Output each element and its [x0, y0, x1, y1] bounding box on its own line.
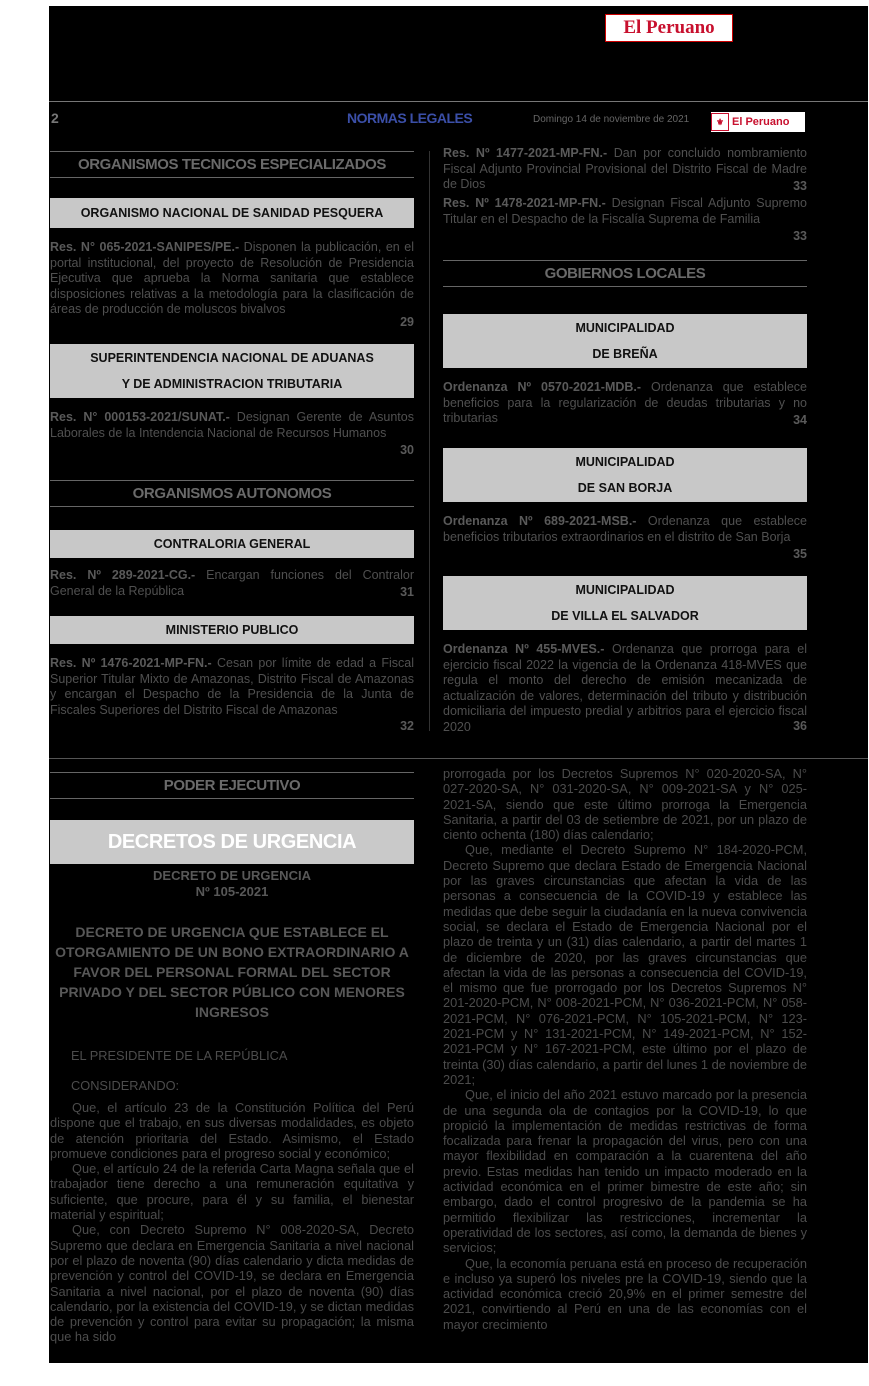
entity-name-line2: DE BREÑA [592, 347, 658, 361]
entity-name: CONTRALORIA GENERAL [153, 537, 311, 551]
entry-text: Ordenanza que prorroga para el ejercicio fiscal 2022 la vigencia de la Ordenanza 418-MVES que regula el monto del derecho de emisión mecanizada de actualización de valores, determinación del tributo y distribución domiciliaria del impuesto predial y arbitrios para el ejercicio fiscal 2020 [443, 642, 808, 734]
section-heading: NORMAS LEGALES [347, 110, 473, 126]
entity-box-ministerio-publico [50, 616, 414, 644]
index-entry[interactable] [443, 146, 807, 194]
paragraph: Que, el artículo 24 de la referida Carta Magna señala que el trabajador tiene derecho a una remuneración equitativa y suficiente, que procure, para él y su familia, el bienestar material y espiritual; [50, 1161, 414, 1223]
section-title-organismos-tecnicos: ORGANISMOS TECNICOS ESPECIALIZADOS [50, 151, 414, 178]
considerando-label: CONSIDERANDO: [71, 1078, 180, 1093]
page-number: 2 [51, 110, 59, 126]
entry-code: Ordenanza Nº 0570-2021-MDB.- [443, 380, 642, 394]
entry-text: Designan Fiscal Adjunto Supremo Titular en el Despacho de la Fiscalía Suprema de Familia [443, 196, 808, 226]
president-line: EL PRESIDENTE DE LA REPÚBLICA [71, 1048, 288, 1063]
entry-code: Res. Nº 1478-2021-MP-FN.- [443, 196, 606, 210]
entity-box-sanipes [50, 198, 414, 228]
entry-page: 33 [793, 228, 807, 243]
entry-code: Res. Nº 1477-2021-MP-FN.- [443, 146, 608, 160]
entity-name-line1: MUNICIPALIDAD [575, 455, 675, 469]
decree-number-line1: DECRETO DE URGENCIA [153, 868, 311, 883]
index-entry[interactable] [443, 514, 807, 562]
entity-name-line1: MUNICIPALIDAD [575, 321, 675, 335]
header-rule [49, 101, 868, 102]
entry-page: 34 [793, 412, 807, 427]
paragraph: prorrogada por los Decretos Supremos N° 020-2020-SA, N° 027-2020-SA, N° 031-2020-SA, N° 009-2021-SA y N° 025-2021-SA, siendo que este último prorroga la Emergencia Sanitaria, a partir del 03 de setiembre de 2021, por un plazo de ciento ochenta (180) días calendario; [443, 766, 807, 843]
entry-text: Ordenanza que establece beneficios tributarios extraordinarios en el distrito de San Borja [443, 514, 807, 544]
paragraph: Que, con Decreto Supremo N° 008-2020-SA, Decreto Supremo que declara en Emergencia Sanitaria a nivel nacional por el plazo de noventa (90) días calendario y dicta medidas de prevención y control del COVID-19, se declara en Emergencia Sanitaria a nivel nacional, por el plazo de noventa (90) días calendario, por la existencia del COVID-19, y se dictan medidas de prevención y control para evitar su propagación; la misma que ha sido [50, 1222, 414, 1345]
issue-date: Domingo 14 de noviembre de 2021 [533, 114, 690, 125]
header-brand-label: El Peruano [732, 116, 790, 128]
entity-box-brena [443, 314, 807, 368]
entry-text: Designan Gerente de Asuntos Laborales de la Intendencia Nacional de Recursos Humanos [50, 410, 414, 440]
entry-page: 35 [793, 546, 807, 561]
el-peruano-logo: El Peruano [605, 14, 733, 42]
paragraph: Que, la economía peruana está en proceso de recuperación e incluso ya superó los niveles pre la COVID-19, siendo que la actividad económica creció 20,9% en el primer semestre del 2021, convirtiendo al Perú en una de las economías con el mayor crecimiento [443, 1255, 807, 1332]
paragraph: Que, mediante el Decreto Supremo N° 184-2020-PCM, Decreto Supremo que declara Estado de Emergencia Nacional por las graves circunstancias que afectan la vida de las personas a consecuencia de la COVID-19 y establece las medidas que debe seguir la ciudadanía en la nueva convivencia social, se declara el Estado de Emergencia Nacional por el plazo de treinta y un (31) días calendario, a partir del martes 1 de diciembre de 2020, por las graves circunstancias que afectan la vida de las personas a consecuencia del COVID-19, el mismo que fue prorrogado por los Decretos Supremos N° 201-2020-PCM, N° 008-2021-PCM, N° 036-2021-PCM, N° 058-2021-PCM, N° 076-2021-PCM, N° 105-2021-PCM, N° 123-2021-PCM y N° 131-2021-PCM, N° 149-2021-PCM, N° 152-2021-PCM y N° 167-2021-PCM, este último por el plazo de treinta (30) días calendario, a partir del lunes 1 de noviembre de 2021; [443, 842, 807, 1087]
entry-text: Encargan funciones del Contralor General de la República [50, 568, 414, 598]
index-entry[interactable] [443, 196, 807, 244]
entry-code: Res. Nº 289-2021-CG.- [50, 568, 196, 582]
section-title-poder-ejecutivo: PODER EJECUTIVO [50, 772, 414, 799]
decree-title: DECRETO DE URGENCIA QUE ESTABLECE EL OTORGAMIENTO DE UN BONO EXTRAORDINARIO A FAVOR DEL PERSONAL FORMAL DEL SECTOR PRIVADO Y DEL SECTOR PÚBLICO CON MENORES INGRESOS [55, 924, 409, 1020]
entry-code: Res. Nº 1476-2021-MP-FN.- [50, 656, 212, 670]
decree-body-right [443, 766, 807, 1332]
entry-code: Res. N° 065-2021-SANIPES/PE.- [50, 240, 240, 254]
column-divider [429, 151, 430, 731]
paragraph: Que, el inicio del año 2021 estuvo marcado por la presencia de una segunda ola de contagios por la COVID-19, lo que propició la implementación de medidas restrictivas de forma focalizada para frenar la propagación del virus, pero con una mayor flexibilidad en comparación a la cuarentena del año previo. Estas medidas han tenido un impacto moderado en la actividad económica en el primer bimestre de este año; sin embargo, dado el control progresivo de la pandemia se ha permitido flexibilizar las restricciones, incrementar la operatividad de los sectores, así como, la demanda de bienes y servicios; [443, 1087, 807, 1256]
entry-page: 33 [793, 178, 807, 193]
decree-number-line2: Nº 105-2021 [195, 884, 269, 899]
decree-number [50, 868, 414, 900]
entity-name-line1: MUNICIPALIDAD [575, 583, 675, 597]
entry-text: Disponen la publicación, en el portal institucional, del proyecto de Resolución de Presidencia Ejecutiva que aprueba la Norma sanitaria que establece disposiciones relativas a la metodología para la clasificación de áreas de producción de moluscos bivalvos [50, 240, 414, 316]
entry-page: 36 [793, 718, 807, 733]
entry-code: Ordenanza Nº 689-2021-MSB.- [443, 514, 637, 528]
entry-page: 29 [400, 314, 414, 329]
entry-page: 32 [400, 718, 414, 733]
section-title-gobiernos-locales: GOBIERNOS LOCALES [443, 260, 807, 287]
section-divider [49, 758, 868, 759]
entity-name-line2: Y DE ADMINISTRACION TRIBUTARIA [121, 377, 343, 391]
index-entry[interactable] [50, 656, 414, 734]
paragraph: Que, el artículo 23 de la Constitución Política del Perú dispone que el trabajo, en sus diversas modalidades, es objeto de atención prioritaria del Estado. Asimismo, el Estado promueve condiciones para el progreso social y económico; [50, 1100, 414, 1161]
entity-name-line2: DE VILLA EL SALVADOR [551, 609, 699, 623]
entry-code: Ordenanza Nº 455-MVES.- [443, 642, 605, 656]
entry-text: Cesan por límite de edad a Fiscal Superior Titular Mixto de Amazonas, Distrito Fiscal de Amazonas y encargan el Despacho de la Presidencia de la Junta de Fiscales Superiores del Distrito Fiscal de Amazonas [50, 656, 414, 717]
decree-body-left [50, 1100, 414, 1345]
newspaper-page [49, 6, 868, 1363]
index-entry[interactable] [443, 380, 807, 428]
index-entry[interactable] [50, 568, 414, 600]
entry-text: Ordenanza que establece beneficios para la regularización de deudas tributarias y no tributarias [443, 380, 807, 425]
entry-page: 31 [400, 584, 414, 599]
index-entry[interactable] [443, 642, 807, 734]
entity-box-contraloria [50, 530, 414, 558]
header-brand [711, 112, 805, 132]
entry-code: Res. N° 000153-2021/SUNAT.- [50, 410, 230, 424]
entity-box-villa-el-salvador [443, 576, 807, 630]
coat-of-arms-icon: ⚜ [711, 113, 729, 131]
entity-box-san-borja [443, 448, 807, 502]
index-entry[interactable] [50, 410, 414, 458]
entry-page: 30 [400, 442, 414, 457]
entity-box-sunat [50, 344, 414, 398]
index-entry[interactable] [50, 240, 414, 330]
section-title-organismos-autonomos: ORGANISMOS AUTONOMOS [50, 480, 414, 507]
entity-name: ORGANISMO NACIONAL DE SANIDAD PESQUERA [80, 206, 384, 220]
entity-name: MINISTERIO PUBLICO [165, 623, 299, 637]
entity-name-line2: DE SAN BORJA [577, 481, 673, 495]
entry-text: Dan por concluido nombramiento Fiscal Adjunto Provincial Provisional del Distrito Fiscal de Madre de Dios [443, 146, 808, 191]
decretos-banner: DECRETOS DE URGENCIA [50, 820, 414, 864]
entity-name-line1: SUPERINTENDENCIA NACIONAL DE ADUANAS [90, 351, 374, 365]
